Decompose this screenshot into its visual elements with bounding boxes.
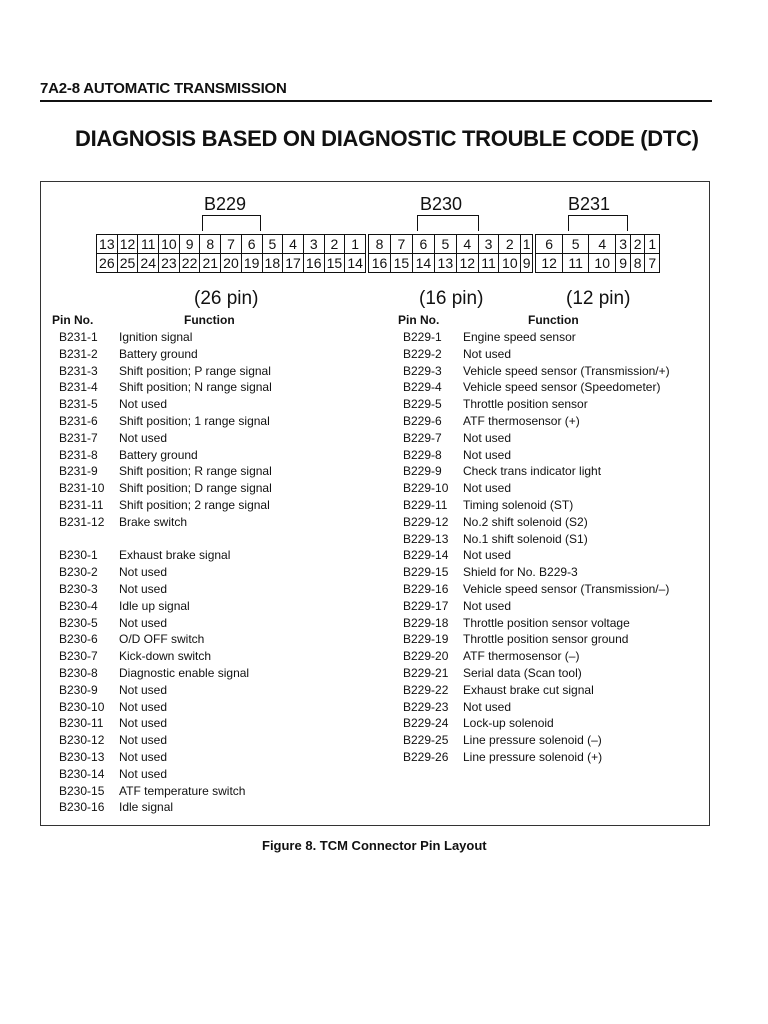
pin-row (403, 598, 763, 615)
connector-pin: 2 (324, 235, 345, 254)
pin-function: Not used (463, 699, 512, 714)
connector-b231 (535, 234, 660, 273)
connector-pin-row (369, 254, 533, 273)
pin-number: B230-3 (59, 582, 98, 596)
pin-row (403, 379, 763, 396)
pin-row (59, 631, 419, 648)
pin-function: ATF temperature switch (119, 783, 246, 798)
pin-row (59, 463, 419, 480)
pin-number: B229-17 (403, 598, 449, 613)
connector-b229 (96, 234, 366, 273)
pin-row (59, 783, 419, 800)
pin-function: Shift position; D range signal (119, 481, 272, 496)
pin-row (403, 346, 763, 363)
pin-row (59, 766, 419, 783)
pin-function: Shift position; 2 range signal (119, 498, 270, 512)
pin-function: Not used (463, 430, 512, 445)
pin-number: B229-3 (403, 363, 442, 378)
pin-row (59, 531, 419, 548)
pin-number: B230-2 (59, 565, 98, 580)
pin-row (403, 430, 763, 447)
pin-function: Not used (463, 548, 512, 563)
pin-number: B231-12 (59, 514, 105, 529)
connector-pin: 2 (630, 235, 645, 254)
pin-number: B231-1 (59, 330, 98, 344)
pin-number: B231-2 (59, 346, 98, 361)
pin-function: Idle signal (119, 800, 174, 815)
pin-row (59, 581, 419, 598)
pin-number: B229-1 (403, 330, 442, 344)
pin-function: Not used (119, 565, 168, 580)
pin-function: Throttle position sensor (463, 397, 588, 412)
connector-pin: 5 (434, 235, 456, 254)
pin-row (403, 447, 763, 464)
pin-function: Serial data (Scan tool) (463, 666, 582, 680)
pin-number: B229-12 (403, 514, 449, 529)
pin-number: B229-8 (403, 447, 442, 462)
pin-function: Line pressure solenoid (–) (463, 733, 602, 748)
connector-pin: 7 (390, 235, 412, 254)
pin-row (59, 715, 419, 732)
connector-pin: 16 (303, 254, 324, 273)
running-head: 7A2-8 AUTOMATIC TRANSMISSION (40, 80, 287, 97)
pin-row (59, 648, 419, 665)
pin-function: Line pressure solenoid (+) (463, 750, 603, 764)
pin-header-right: Pin No. (398, 313, 440, 327)
pin-number: B229-25 (403, 733, 449, 748)
connector-pin: 21 (200, 254, 221, 273)
pin-function: Not used (119, 682, 168, 697)
connector-label-b231: B231 (568, 194, 611, 214)
pin-row (59, 379, 419, 396)
pin-number: B230-12 (59, 733, 105, 748)
connector-pin: 26 (97, 254, 118, 273)
pin-number: B230-14 (59, 766, 105, 781)
connector-pin-row (536, 254, 660, 273)
pin-row (403, 547, 763, 564)
pin-number: B230-1 (59, 548, 98, 563)
figure-caption: Figure 8. TCM Connector Pin Layout (262, 838, 487, 853)
pin-function: Throttle position sensor ground (463, 632, 629, 647)
pin-number: B229-24 (403, 716, 449, 731)
connector-pin: 5 (563, 235, 589, 254)
pin-row (59, 799, 419, 816)
pin-number: B231-3 (59, 363, 98, 378)
pin-function: Shift position; P range signal (119, 363, 271, 378)
pin-number: B230-9 (59, 682, 98, 697)
function-header-right: Function (528, 313, 579, 327)
pin-row (59, 430, 419, 447)
pin-function: Not used (119, 766, 168, 781)
connector-pin-row (97, 235, 366, 254)
connector-pin: 7 (221, 235, 242, 254)
connector-pin: 22 (179, 254, 200, 273)
pin-function: No.2 shift solenoid (S2) (463, 514, 588, 529)
pin-row (403, 682, 763, 699)
connector-pin: 9 (522, 255, 531, 271)
pin-number: B229-2 (403, 346, 442, 361)
pin-function: Shift position; R range signal (119, 464, 272, 479)
connector-pin: 20 (221, 254, 242, 273)
pin-number: B230-4 (59, 598, 98, 613)
pin-function: Not used (119, 733, 168, 748)
pin-row (59, 699, 419, 716)
connector-pin: 10 (159, 235, 180, 254)
connector-pin: 1 (645, 235, 660, 254)
pin-row (59, 413, 419, 430)
connector-pin: 23 (159, 254, 180, 273)
pin-number: B229-22 (403, 682, 449, 697)
connector-pin: 12 (456, 254, 478, 273)
pin-number: B229-20 (403, 649, 449, 664)
pin-row (59, 447, 419, 464)
pin-function: Idle up signal (119, 598, 190, 613)
pin-number: B230-11 (59, 716, 104, 731)
pin-function: Shift position; 1 range signal (119, 414, 270, 428)
connector-pin: 1 (345, 235, 366, 254)
pin-row (403, 665, 763, 682)
pin-function: Vehicle speed sensor (Transmission/+) (463, 363, 670, 378)
pin-row (403, 648, 763, 665)
pin-function: Not used (119, 582, 168, 596)
connector-key-b230 (417, 215, 479, 231)
connector-pin: 1 (522, 236, 531, 252)
pin-function: Lock-up solenoid (463, 716, 554, 731)
pin-row (403, 396, 763, 413)
connector-pin: 3 (478, 235, 499, 254)
connector-pin: 19 (241, 254, 262, 273)
connector-pin: 7 (645, 254, 660, 273)
pin-number: B231-11 (59, 498, 104, 512)
pin-function: Not used (463, 481, 512, 496)
connector-pin: 9 (616, 254, 631, 273)
pin-row (403, 480, 763, 497)
connector-pin: 16 (369, 254, 391, 273)
pin-function: Battery ground (119, 346, 198, 361)
connector-pin-row (536, 235, 660, 254)
pin-row (403, 564, 763, 581)
pin-function: Kick-down switch (119, 649, 212, 664)
pin-number: B231-5 (59, 397, 98, 412)
connector-pin: 15 (390, 254, 412, 273)
pin-row (59, 480, 419, 497)
pin-header-left: Pin No. (52, 313, 94, 327)
pin-row (59, 564, 419, 581)
pin-function: Vehicle speed sensor (Transmission/–) (463, 582, 670, 596)
pin-row (59, 665, 419, 682)
header-rule (40, 100, 712, 102)
pin-function: ATF thermosensor (–) (463, 649, 580, 664)
pin-function: Battery ground (119, 447, 198, 462)
pin-number: B231-8 (59, 447, 98, 462)
connector-label-b229: B229 (204, 194, 247, 214)
connector-pin: 14 (412, 254, 434, 273)
pin-count-b231: (12 pin) (566, 288, 631, 309)
pin-row (59, 615, 419, 632)
pin-number: B231-10 (59, 481, 105, 496)
connector-pin: 8 (200, 235, 221, 254)
pin-number: B229-4 (403, 380, 442, 395)
pin-number: B230-8 (59, 666, 98, 680)
connector-pin: 12 (117, 235, 138, 254)
pin-number: B230-16 (59, 800, 105, 815)
pin-function: Not used (463, 447, 512, 462)
pin-number: B229-18 (403, 615, 449, 630)
pin-row (403, 699, 763, 716)
pin-row (59, 749, 419, 766)
function-header-left: Function (184, 313, 235, 327)
pin-function: No.1 shift solenoid (S1) (463, 531, 588, 546)
page-title: DIAGNOSIS BASED ON DIAGNOSTIC TROUBLE CODE (DTC) (75, 126, 699, 151)
pin-function: Diagnostic enable signal (119, 666, 250, 680)
pin-function: Ignition signal (119, 330, 193, 344)
pin-count-b229: (26 pin) (194, 288, 259, 309)
pin-row (403, 732, 763, 749)
connector-key-b229 (202, 215, 261, 231)
connector-pin-row (97, 254, 366, 273)
pin-row (403, 497, 763, 514)
pin-row (59, 329, 419, 346)
pin-number: B229-19 (403, 632, 449, 647)
pin-function: Shield for No. B229-3 (463, 565, 578, 580)
pin-number: B230-5 (59, 615, 98, 630)
connector-pin: 6 (241, 235, 262, 254)
pin-function: Not used (119, 430, 168, 445)
pin-function: Not used (463, 346, 512, 361)
pin-function: Brake switch (119, 514, 188, 529)
connector-pin: 18 (262, 254, 283, 273)
connector-pin: 11 (138, 235, 159, 254)
pin-number: B229-6 (403, 414, 442, 428)
connector-pin: 4 (456, 235, 478, 254)
pin-function: Throttle position sensor voltage (463, 615, 630, 630)
pin-row (403, 615, 763, 632)
pin-function: Not used (119, 750, 168, 764)
pin-function: Not used (119, 716, 168, 731)
connector-pin: 2 (499, 235, 521, 254)
pin-number: B231-6 (59, 414, 98, 428)
connector-pin: 8 (369, 235, 391, 254)
pin-function: ATF thermosensor (+) (463, 414, 580, 428)
pin-row (59, 514, 419, 531)
connector-pin: 13 (434, 254, 456, 273)
connector-pin: 12 (536, 254, 563, 273)
pin-number: B229-15 (403, 565, 449, 580)
pin-function: Timing solenoid (ST) (463, 498, 574, 512)
pin-count-b230: (16 pin) (419, 288, 484, 309)
connector-pin: 5 (262, 235, 283, 254)
connector-pin: 3 (303, 235, 324, 254)
pin-number: B229-13 (403, 531, 449, 546)
pin-row (59, 363, 419, 380)
pin-function: Not used (119, 397, 168, 412)
connector-pin: 17 (283, 254, 304, 273)
pin-function: Check trans indicator light (463, 464, 602, 479)
connector-pin: 4 (283, 235, 304, 254)
connector-label-b230: B230 (420, 194, 463, 214)
pin-row (403, 531, 763, 548)
pin-row (59, 732, 419, 749)
pin-row (403, 631, 763, 648)
connector-pin: 6 (412, 235, 434, 254)
pin-function: Not used (119, 615, 168, 630)
connector-pin: 13 (97, 235, 118, 254)
pin-number: B229-21 (403, 666, 449, 680)
pin-number: B229-5 (403, 397, 442, 412)
pin-number: B229-10 (403, 481, 449, 496)
pin-row (59, 682, 419, 699)
connector-pin: 10 (499, 254, 521, 273)
connector-pin-row (369, 235, 533, 254)
pin-function: Exhaust brake cut signal (463, 682, 594, 697)
pin-row (403, 463, 763, 480)
pin-number: B230-6 (59, 632, 98, 647)
pin-function: Engine speed sensor (463, 330, 576, 344)
pin-number: B231-9 (59, 464, 98, 479)
pin-row (403, 749, 763, 766)
pin-function: Not used (463, 598, 512, 613)
pin-function: Vehicle speed sensor (Speedometer) (463, 380, 661, 395)
pin-number: B229-16 (403, 582, 449, 596)
pin-function: Not used (119, 699, 168, 714)
connector-pin: 25 (117, 254, 138, 273)
pin-row (403, 329, 763, 346)
pin-function: Exhaust brake signal (119, 548, 231, 563)
connector-pin: 9 (179, 235, 200, 254)
pin-row (59, 346, 419, 363)
connector-pin: 3 (616, 235, 631, 254)
pin-number: B230-10 (59, 699, 105, 714)
pin-number: B229-9 (403, 464, 442, 479)
pin-number: B229-23 (403, 699, 449, 714)
pin-row (403, 413, 763, 430)
pin-number: B230-15 (59, 783, 105, 798)
figure-frame (40, 181, 710, 826)
pin-row (403, 581, 763, 598)
connector-pin: 24 (138, 254, 159, 273)
pin-row (59, 547, 419, 564)
connector-pin: 6 (536, 235, 563, 254)
connector-pin: 11 (478, 254, 499, 273)
pin-row (403, 514, 763, 531)
pin-row (59, 396, 419, 413)
pin-number: B231-7 (59, 430, 98, 445)
connector-pin: 10 (589, 254, 616, 273)
connector-pin: 8 (630, 254, 645, 273)
pin-row (403, 715, 763, 732)
pin-number: B229-11 (403, 498, 448, 512)
pin-function: O/D OFF switch (119, 632, 205, 647)
connector-pin: 15 (324, 254, 345, 273)
pin-row (59, 598, 419, 615)
pin-row (59, 497, 419, 514)
connector-key-b231 (568, 215, 628, 231)
connector-b230 (368, 234, 533, 273)
pin-number: B231-4 (59, 380, 98, 395)
pin-number: B229-14 (403, 548, 449, 563)
pin-function: Shift position; N range signal (119, 380, 272, 395)
connector-pin: 11 (563, 254, 589, 273)
pin-number: B229-26 (403, 750, 449, 764)
connector-pin: 14 (345, 254, 366, 273)
pin-number: B229-7 (403, 430, 442, 445)
pin-row (403, 363, 763, 380)
connector-pin: 4 (589, 235, 616, 254)
pin-number: B230-13 (59, 750, 105, 764)
pin-number: B230-7 (59, 649, 98, 664)
